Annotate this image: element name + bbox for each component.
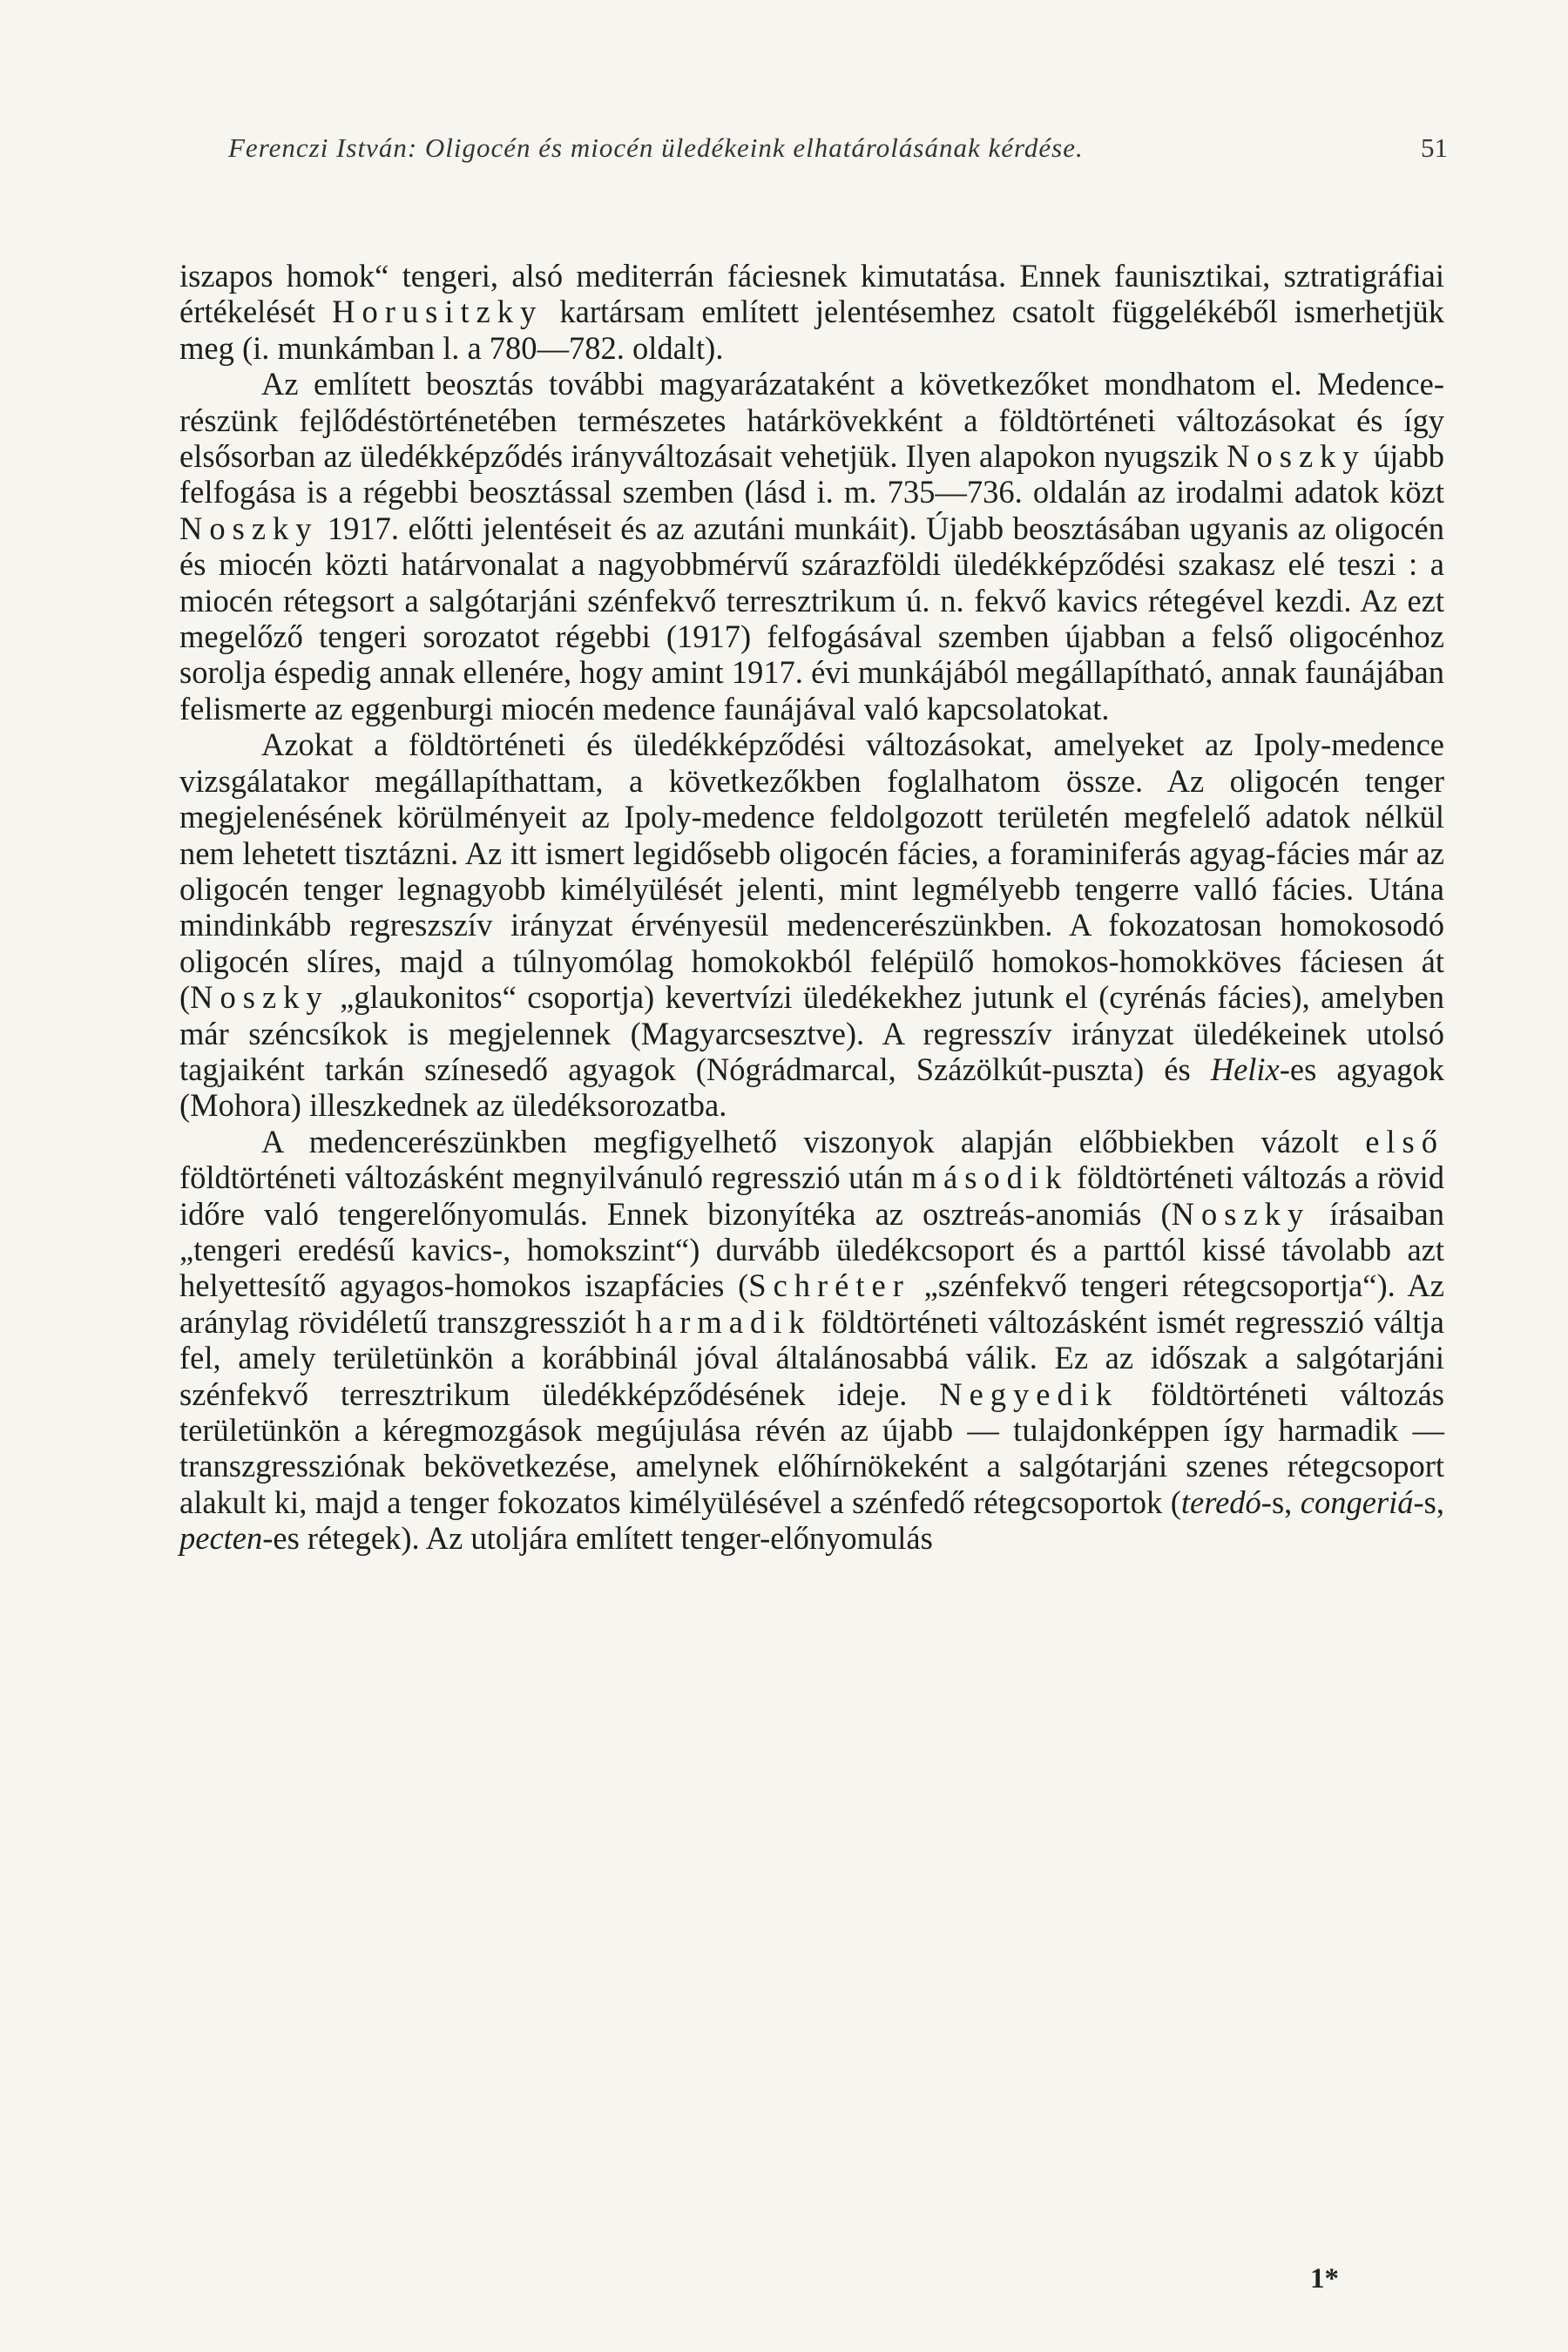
italic-term: pecten <box>179 1520 263 1557</box>
spaced-author-name: Noszky <box>1171 1195 1311 1232</box>
italic-term: teredó <box>1180 1484 1261 1520</box>
text-run: -es agyagok (Mohora) illeszkednek az üledéksorozatba. <box>179 1051 1444 1124</box>
running-title: Ferenczi István: Oligocén és miocén üledékeink elhatárolásának kérdése. <box>228 132 1084 163</box>
text-run: újabb felfogása is a régebbi beosztással szemben (lásd i. m. 735—736. oldalán az irodalmi adatok közt <box>179 438 1445 510</box>
page-number: 51 <box>1421 132 1448 163</box>
text-run: írásaiban „tengeri eredésű kavics-, homokszint“) durvább üledékcsoport és a parttól kissé távolabb azt helyettesítő agyagos-homokos iszapfácies ( <box>179 1195 1444 1304</box>
text-run: -es rétegek). Az utoljára említett tenger-előnyomulás <box>262 1520 933 1557</box>
spaced-author-name: Noszky <box>190 979 329 1016</box>
text-run: A medencerészünkben megfigyelhető viszonyok alapján előbbiekben vázolt <box>261 1123 1366 1159</box>
text-run: -s, <box>1413 1484 1444 1520</box>
spaced-author-name: harmadik <box>635 1303 812 1340</box>
text-run: földtörténeti változás a rövid időre való tengerelőnyomulás. Ennek bizonyítéka az osztreás-anomiás ( <box>179 1159 1444 1232</box>
spaced-author-name: Noszky <box>1227 438 1366 475</box>
text-run: -s, <box>1260 1484 1301 1520</box>
italic-term: congeriá <box>1300 1484 1414 1520</box>
text-run: kartársam említett jelentésemhez csatolt függelékéből ismerhetjük meg (i. munkámban l. a 780—782. oldalt). <box>179 294 1444 366</box>
spaced-author-name: Horusitzky <box>332 294 544 330</box>
paragraph <box>179 366 1444 727</box>
text-run: Azokat a földtörténeti és üledékképződési változásokat, amelyeket az Ipoly-medence vizsgálatakor megállapíthattam, a következőkben foglalhatom össze. Az oligocén tenger megjelenésének körülményeit az Ipoly-medence feldolgozott területén megfelelő adatok nélkül nem lehetett tisztázni. Az itt ismert legidősebb oligocén fácies, a foraminiferás agyag-fácies már az oligocén tenger legnagyobb kimélyülését jelenti, mint legmélyebb tengerre valló fácies. Utána mindinkább regreszszív irányzat érvényesül medencerészünkben. A fokozatosan homokosodó oligocén slíres, majd a túlnyomólag homokokból felépülő homokos-homokköves fáciesen át ( <box>179 727 1444 1016</box>
spaced-author-name: Schréter <box>748 1267 910 1304</box>
text-run: 1917. előtti jelentéseit és az azutáni munkáit). Újabb beosztásában ugyanis az oligocén és miocén közti határvonalat a nagyobbmérvű szárazföldi üledékképződési szakasz elé teszi : a miocén rétegsort a salgótarjáni szénfekvő terresztrikum ú. n. fekvő kavics rétegével kezdi. Az ezt megelőző tengeri sorozatot régebbi (1917) felfogásával szemben újabban a felső oligocénhoz sorolja éspedig annak ellenére, hogy amint 1917. évi munkájából megállapítható, annak faunájában felismerte az eggenburgi miocén medence faunájával való kapcsolatokat. <box>179 510 1444 727</box>
text-run: földtörténeti változás területünkön a kéregmozgások megújulása révén az újabb — tulajdonképpen így harmadik — transzgressziónak bekövetkezése, amelynek előhírnökeként a salgótarjáni szenes rétegcsoport alakult ki, majd a tenger fokozatos kimélyülésével a szénfedő rétegcsoportok ( <box>179 1375 1444 1520</box>
italic-term: Helix <box>1210 1051 1280 1087</box>
spaced-author-name: Negyedik <box>939 1375 1119 1412</box>
paragraph <box>179 258 1444 366</box>
text-run: „szénfekvő tengeri rétegcsoportja“). Az aránylag rövidéletű transzgressziót <box>179 1267 1444 1340</box>
signature-mark: 1* <box>1310 2263 1339 2295</box>
body-text <box>179 258 1444 1557</box>
paragraph <box>179 727 1444 1123</box>
paragraph <box>179 1124 1444 1557</box>
spaced-author-name: Noszky <box>179 510 319 546</box>
page-header <box>228 132 1448 179</box>
spaced-author-name: második <box>911 1159 1069 1196</box>
text-run: iszapos homok“ tengeri, alsó mediterrán fáciesnek kimutatása. Ennek faunisztikai, sztratigráfiai értékelését <box>179 258 1444 330</box>
text-run: „glaukonitos“ csoportja) kevertvízi üledékekhez jutunk el (cyrénás fácies), amelyben már széncsíkok is megjelennek (Magyarcsesztve). A regresszív irányzat üledékeinek utolsó tagjaiként tarkán színesedő agyagok (Nógrádmarcal, Százölkút-puszta) és <box>179 979 1444 1087</box>
text-run: Az említett beosztás további magyarázataként a következőket mondhatom el. Medence-részünk fejlődéstörténetében természetes határkövekként a földtörténeti változásokat és így elsősorban az üledékképződés irányváltozásait vehetjük. Ilyen alapokon nyugszik <box>179 366 1444 475</box>
text-run: földtörténeti változásként ismét regresszió váltja fel, amely területünkön a korábbinál jóval általánosabbá válik. Ez az időszak a salgótarjáni szénfekvő terresztrikum üledékképződésének ideje. <box>179 1303 1444 1412</box>
spaced-author-name: első <box>1365 1123 1444 1159</box>
text-run: földtörténeti változásként megnyilvánuló regresszió után <box>179 1159 912 1196</box>
